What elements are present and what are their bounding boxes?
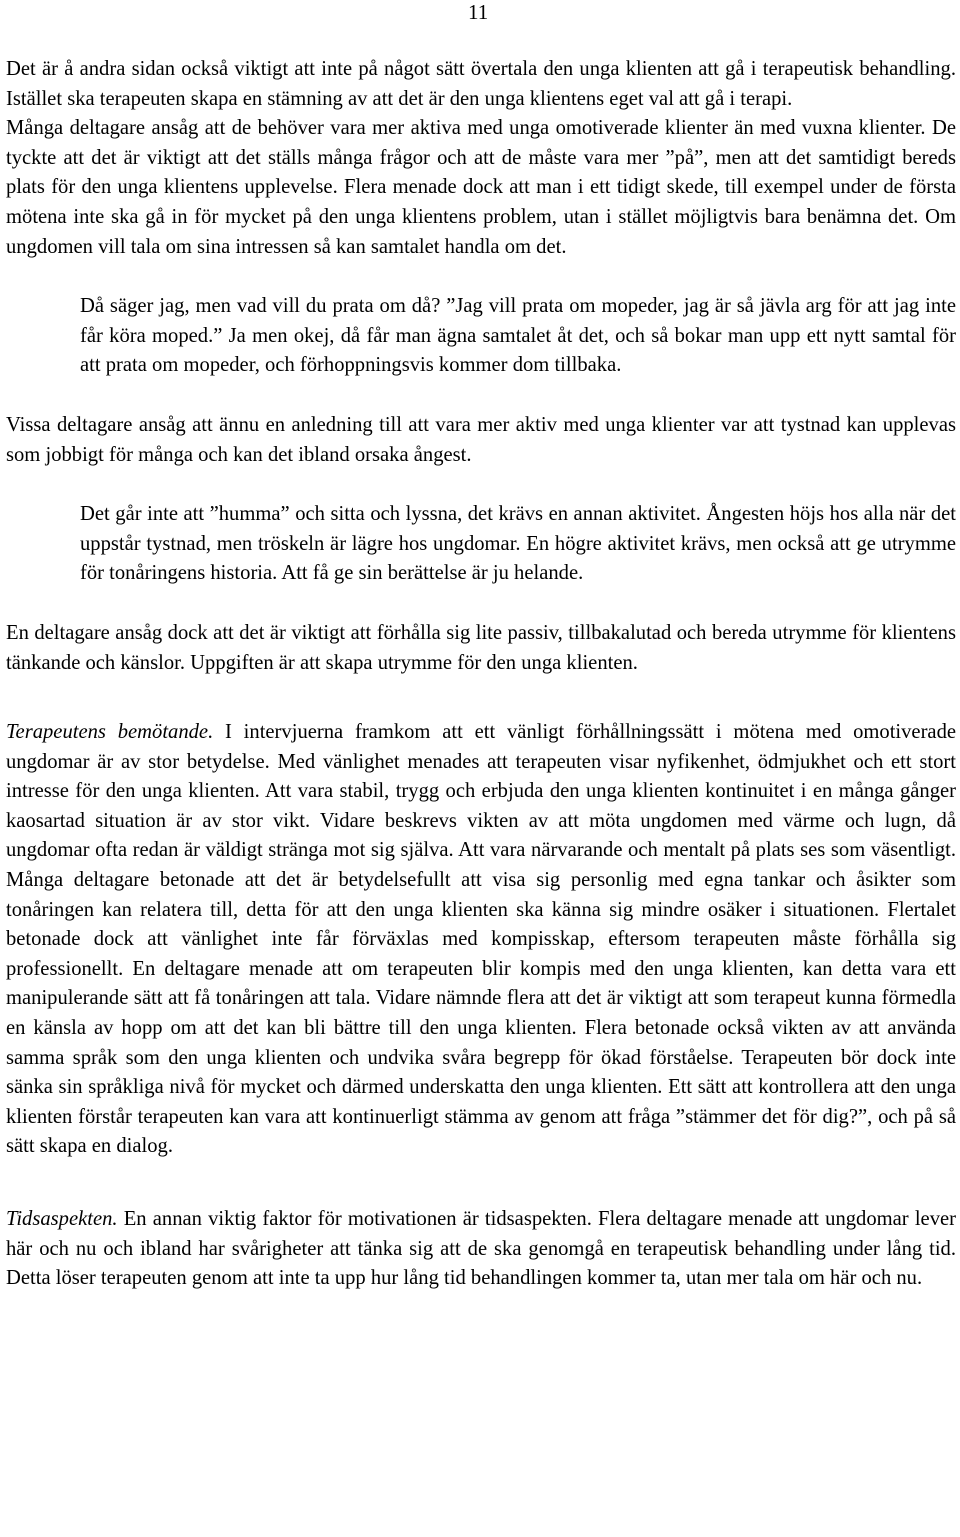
paragraph-tidsaspekten bbox=[6, 1205, 956, 1294]
paragraph: Det är å andra sidan också viktigt att inte på något sätt övertala den unga klienten att gå i terapeutisk behandling. Istället ska terapeuten skapa en stämning av att det är den unga klientens eget val att gå i terapi. bbox=[6, 58, 956, 110]
paragraph-text: En annan viktig faktor för motivationen är tidsaspekten. Flera deltagare menade att ungdomar lever här och nu och ibland har svårigheter att tänka sig att de ska genomgå en terapeutisk behandling under lång tid. Detta löser terapeuten genom att inte ta upp hur lång tid behandlingen kommer ta, utan mer tala om här och nu. bbox=[6, 1208, 956, 1290]
section-lead-heading: Tidsaspekten. bbox=[6, 1208, 118, 1230]
paragraph-terapeutens-bemotande bbox=[6, 718, 956, 1162]
paragraph: Vissa deltagare ansåg att ännu en anledning till att vara mer aktiv med unga klienter var att tystnad kan upplevas som jobbigt för många och kan det ibland orsaka ångest. bbox=[6, 413, 956, 466]
paragraph-text: I intervjuerna framkom att ett vänligt förhållningssätt i mötena med omotiverade ungdomar är av stor betydelse. Med vänlighet menades att terapeuten visar nyfikenhet, ödmjukhet och ett stort intresse för den unga klienten. Att vara stabil, trygg och erbjuda den unga klienten kontinuitet i en många gånger kaosartad situation är av stor vikt. Vidare beskrevs vikten av att möta ungdomen med värme och lugn, då ungdomar ofta redan är väldigt stränga mot sig själva. Att vara närvarande och mentalt på plats ses som väsentligt. Många deltagare betonade att det är betydelsefullt att visa sig personlig med egna tankar och åsikter som tonåringen kan relatera till, detta för att den unga klienten ska känna sig mindre osäker i situationen. Flertalet betonade dock att vänlighet inte får förväxlas med kompisskap, eftersom terapeuten måste förhålla sig professionellt. En deltagare menade att om terapeuten blir kompis med den unga klienten, kan detta vara ett manipulerande sätt att få tonåringen att tala. Vidare nämnde flera att det är viktigt att som terapeut kunna förmedla en känsla av hopp om att det kan bli bättre till den unga klienten. Flera betonade också vikten av att använda samma språk som den unga klienten och undvika svåra begrepp för ökad förståelse. Terapeuten bör dock inte sänka sin språkliga nivå för mycket och därmed underskatta den unga klienten. Ett sätt att kontrollera att den unga klienten förstår terapeuten kan vara att kontinuerligt stämma av genom att fråga ”stämmer det för dig?”, och på så sätt skapa en dialog. bbox=[6, 721, 957, 1158]
section-lead-heading: Terapeutens bemötande. bbox=[6, 721, 214, 744]
block-quote: Det går inte att ”humma” och sitta och lyssna, det krävs en annan aktivitet. Ångesten höjs hos alla när det uppstår tystnad, men tröskeln är lägre hos ungdomar. En högre aktivitet krävs, men också att ge utrymme för tonåringens historia. Att få ge sin berättelse är ju helande. bbox=[80, 503, 956, 585]
page-number: 11 bbox=[468, 0, 489, 24]
paragraph: Många deltagare ansåg att de behöver vara mer aktiva med unga omotiverade klienter än med vuxna klienter. De tyckte att det är viktigt att det ställs många frågor och att de måste vara mer ”på”, men att det samtidigt bereds plats för den unga klientens upplevelse. Flera menade dock att man i ett tidigt skede, till exempel under de första mötena inte ska gå in för mycket på den unga klientens problem, utan i stället möjligtvis bara benämna det. Om ungdomen vill tala om sina intressen så kan samtalet handla om det. bbox=[6, 117, 956, 258]
paragraph: En deltagare ansåg dock att det är viktigt att förhålla sig lite passiv, tillbakalutad och bereda utrymme för klientens tänkande och känslor. Uppgiften är att skapa utrymme för den unga klienten. bbox=[6, 621, 956, 674]
document-body bbox=[6, 55, 956, 1294]
block-quote: Då säger jag, men vad vill du prata om då? ”Jag vill prata om mopeder, jag är så jävla arg för att jag inte får köra moped.” Ja men okej, då får man ägna samtalet åt det, och så bokar man upp ett nytt samtal för att prata om mopeder, och förhoppningsvis kommer dom tillbaka. bbox=[80, 295, 956, 377]
